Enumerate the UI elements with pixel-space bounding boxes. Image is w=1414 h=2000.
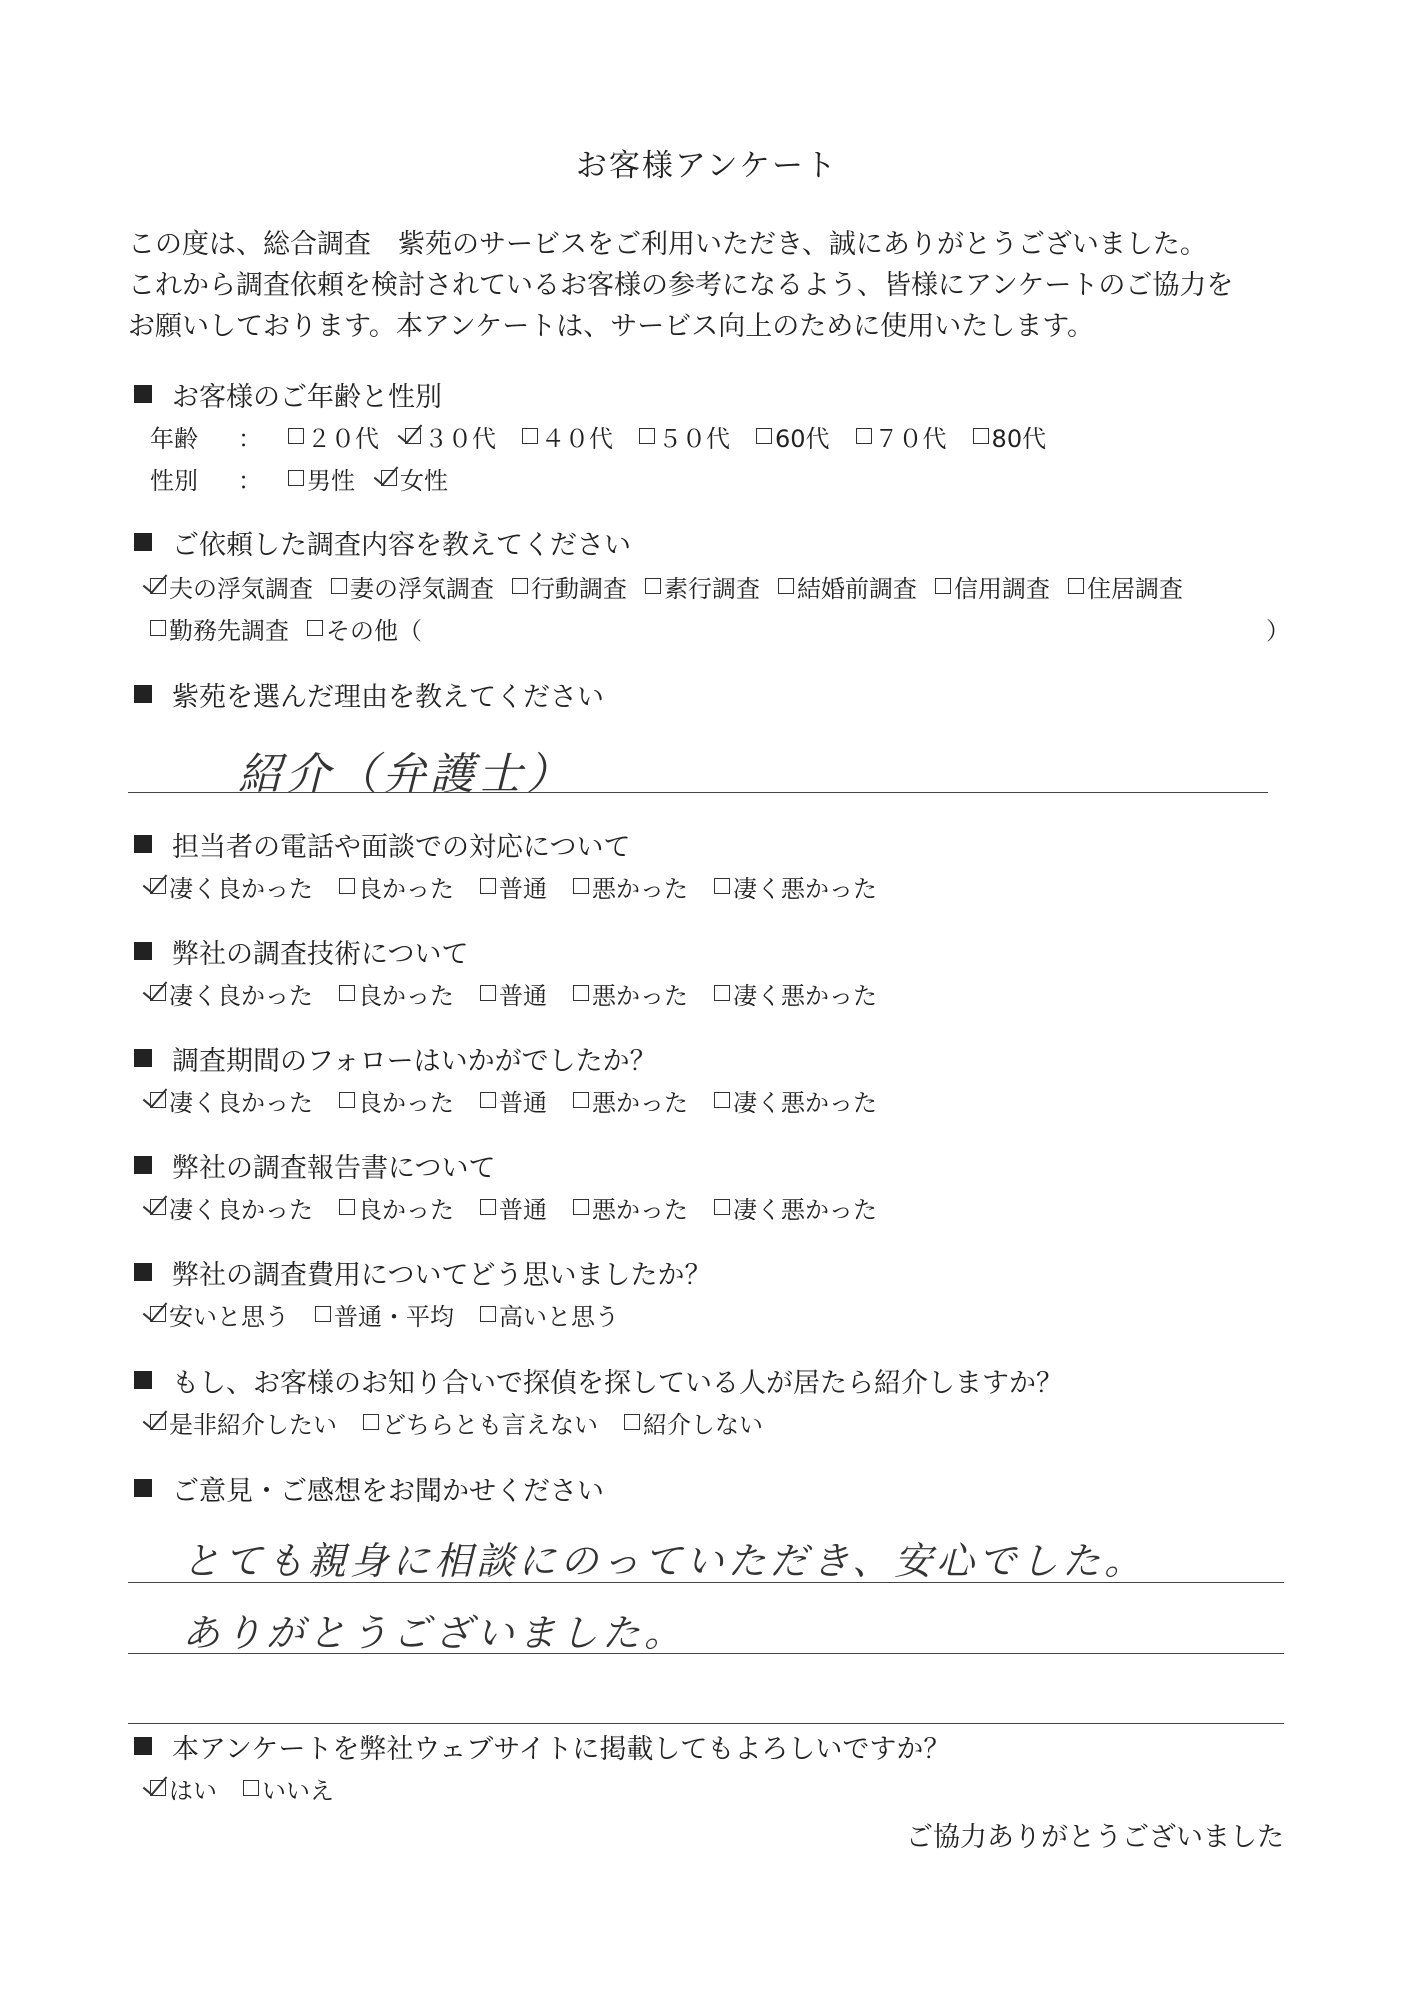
checked-box-icon[interactable] [150, 985, 166, 1001]
checkbox-icon[interactable] [315, 1306, 331, 1322]
age-options [288, 419, 1072, 454]
question-follow-up [128, 1040, 1318, 1118]
sex-options [288, 461, 474, 496]
option-label: 安いと思う [169, 1302, 289, 1331]
option-label: 60代 [775, 424, 830, 453]
publish-options [150, 1771, 360, 1806]
checkbox-icon[interactable] [714, 985, 730, 1001]
sex-label: 性別 [150, 466, 198, 495]
checkbox-option[interactable] [856, 419, 947, 454]
checkbox-option[interactable] [480, 1297, 619, 1332]
bullet-square-icon [134, 942, 152, 960]
checkbox-option[interactable] [573, 1190, 688, 1225]
rating-row [150, 1189, 1318, 1225]
checkbox-option[interactable] [288, 461, 355, 496]
checkbox-option[interactable] [639, 419, 730, 454]
checkbox-icon[interactable] [573, 1092, 589, 1108]
option-label: 普通 [499, 1088, 547, 1117]
checked-box-icon[interactable] [150, 1780, 166, 1796]
checkbox-icon[interactable] [363, 1414, 379, 1430]
checkbox-option[interactable] [714, 1083, 877, 1118]
checkbox-icon[interactable] [339, 878, 355, 894]
cost-options [150, 1297, 645, 1332]
option-label: 是非紹介したい [169, 1410, 337, 1439]
checkbox-option[interactable] [756, 419, 830, 454]
checkbox-option[interactable] [1068, 569, 1183, 604]
answer-line [128, 1653, 1284, 1654]
checkbox-icon[interactable] [624, 1414, 640, 1430]
checked-box-icon[interactable] [150, 1414, 166, 1430]
checkbox-icon[interactable] [973, 428, 989, 444]
question-heading: 本アンケートを弊社ウェブサイトに掲載してもよろしいですか？ [172, 1733, 951, 1765]
option-label: 良かった [358, 1088, 454, 1117]
checkbox-icon[interactable] [243, 1780, 259, 1796]
colon: ： [238, 466, 262, 495]
bullet-square-icon [134, 533, 152, 551]
investigation-options-row-2 [150, 610, 1290, 646]
question-heading: お客様のご年齢と性別 [172, 381, 442, 413]
option-label: その他（ [326, 616, 422, 645]
question-heading: 紫苑を選んだ理由を教えてください [172, 681, 604, 713]
checked-box-icon[interactable] [150, 1092, 166, 1108]
checkbox-option[interactable] [480, 976, 547, 1011]
age-row [128, 418, 1318, 454]
option-label: 普通 [499, 1195, 547, 1224]
question-reason [128, 676, 1318, 800]
checkbox-icon[interactable] [778, 578, 794, 594]
option-label: どちらとも言えない [382, 1410, 598, 1439]
checkbox-icon[interactable] [480, 985, 496, 1001]
intro-line: この度は、総合調査 紫苑のサービスをご利用いただき、誠にありがとうございました。 [128, 229, 1207, 260]
option-label: はい [169, 1776, 217, 1805]
investigation-options [150, 569, 1201, 604]
checkbox-icon[interactable] [288, 428, 304, 444]
checkbox-icon[interactable] [480, 1306, 496, 1322]
checkbox-option[interactable] [973, 419, 1047, 454]
checked-box-icon[interactable] [150, 1199, 166, 1215]
bullet-square-icon [134, 1156, 152, 1174]
question-heading: 弊社の調査技術について [172, 938, 469, 970]
checked-box-icon[interactable] [150, 878, 166, 894]
bullet-square-icon [134, 1049, 152, 1067]
option-label: 凄く良かった [169, 981, 313, 1010]
checkbox-option[interactable] [512, 569, 627, 604]
checkbox-option[interactable] [288, 419, 379, 454]
checkbox-option[interactable] [150, 611, 289, 646]
option-label: 夫の浮気調査 [169, 574, 313, 603]
option-label: 凄く悪かった [733, 981, 877, 1010]
rating-row [150, 1082, 1318, 1118]
page-title: お客様アンケート [575, 148, 839, 184]
checked-box-icon[interactable] [150, 1306, 166, 1322]
option-label: 悪かった [592, 1195, 688, 1224]
intro-text [128, 224, 1308, 347]
option-label: 勤務先調査 [169, 616, 289, 645]
bullet-square-icon [134, 1737, 152, 1755]
checkbox-option[interactable] [150, 1405, 337, 1440]
option-label: 男性 [307, 466, 355, 495]
intro-line: お願いしております。本アンケートは、サービス向上のために使用いたします。 [128, 311, 1095, 342]
checkbox-icon[interactable] [480, 1092, 496, 1108]
option-label: 悪かった [592, 1088, 688, 1117]
checkbox-option[interactable] [150, 1297, 289, 1332]
option-label: 紹介しない [643, 1410, 763, 1439]
question-heading: 担当者の電話や面談での対応について [172, 831, 631, 863]
rating-row [150, 868, 1318, 904]
intro-line: これから調査依頼を検討されているお客様の参考になるよう、皆様にアンケートのご協力を [128, 270, 1234, 301]
checkbox-icon[interactable] [756, 428, 772, 444]
checkbox-option[interactable] [645, 569, 760, 604]
checkbox-option[interactable] [573, 869, 688, 904]
checkbox-option[interactable] [573, 976, 688, 1011]
checkbox-icon[interactable] [1068, 578, 1084, 594]
option-label: ３０代 [424, 424, 496, 453]
checkbox-option[interactable] [150, 1190, 313, 1225]
checkbox-option[interactable] [307, 611, 422, 646]
checkbox-icon[interactable] [573, 1199, 589, 1215]
option-label: 普通 [499, 981, 547, 1010]
paren-close: ） [1266, 616, 1290, 645]
option-label: 普通 [499, 874, 547, 903]
checkbox-option[interactable] [935, 569, 1050, 604]
checkbox-option[interactable] [714, 1190, 877, 1225]
option-label: 妻の浮気調査 [350, 574, 494, 603]
question-recommend [128, 1362, 1318, 1440]
answer-line [128, 1723, 1284, 1724]
checkbox-option[interactable] [480, 1083, 547, 1118]
option-label: ４０代 [541, 424, 613, 453]
bullet-square-icon [134, 1263, 152, 1281]
checkbox-icon[interactable] [480, 878, 496, 894]
checkbox-icon[interactable] [288, 470, 304, 486]
checkbox-icon[interactable] [339, 985, 355, 1001]
bullet-square-icon [134, 685, 152, 703]
option-label: いいえ [262, 1776, 334, 1805]
question-age-sex [128, 376, 1318, 496]
recommend-options [150, 1405, 789, 1440]
checkbox-option[interactable] [624, 1405, 763, 1440]
option-label: ７０代 [874, 424, 947, 453]
question-heading: もし、お客様のお知り合いで探偵を探している人が居たら紹介しますか？ [172, 1367, 1063, 1399]
checkbox-option[interactable] [480, 869, 547, 904]
checkbox-option[interactable] [405, 419, 496, 454]
checkbox-icon[interactable] [307, 620, 323, 636]
checkbox-option[interactable] [331, 569, 494, 604]
checkbox-icon[interactable] [573, 985, 589, 1001]
option-label: 凄く良かった [169, 1088, 313, 1117]
checkbox-option[interactable] [150, 569, 313, 604]
option-label: 素行調査 [664, 574, 760, 603]
option-label: 結婚前調査 [797, 574, 917, 603]
checkbox-icon[interactable] [150, 620, 166, 636]
question-heading: 調査期間のフォローはいかがでしたか？ [172, 1045, 657, 1077]
checkbox-option[interactable] [381, 461, 448, 496]
checkbox-icon[interactable] [522, 428, 538, 444]
option-label: 行動調査 [531, 574, 627, 603]
checked-box-icon[interactable] [150, 578, 166, 594]
checkbox-option[interactable] [150, 869, 313, 904]
option-label: 80代 [991, 424, 1047, 453]
checkbox-icon[interactable] [339, 1092, 355, 1108]
comment-line-1: とても親身に相談にのっていただき、安心でした。 [182, 1539, 1147, 1583]
option-label: 悪かった [592, 874, 688, 903]
checkbox-icon[interactable] [645, 578, 661, 594]
option-label: 良かった [358, 874, 454, 903]
checkbox-option[interactable] [243, 1771, 334, 1806]
checkbox-icon[interactable] [935, 578, 951, 594]
checkbox-option[interactable] [339, 976, 454, 1011]
option-label: 女性 [400, 466, 448, 495]
checked-box-icon[interactable] [381, 470, 397, 486]
bullet-square-icon [134, 835, 152, 853]
question-staff-response [128, 826, 1318, 904]
checkbox-option[interactable] [522, 419, 613, 454]
question-heading: ご依頼した調査内容を教えてください [172, 529, 631, 561]
checkbox-option[interactable] [714, 976, 877, 1011]
question-heading: ご意見・ご感想をお聞かせください [172, 1475, 604, 1507]
option-label: 良かった [358, 981, 454, 1010]
checkbox-icon[interactable] [714, 1199, 730, 1215]
age-label: 年齢 [150, 424, 198, 453]
option-label: 高いと思う [499, 1302, 619, 1331]
bullet-square-icon [134, 1479, 152, 1497]
rating-row [150, 975, 1318, 1011]
checkbox-icon[interactable] [714, 1092, 730, 1108]
checkbox-option[interactable] [714, 869, 877, 904]
option-label: ５０代 [658, 424, 730, 453]
colon: ： [238, 424, 262, 453]
checkbox-option[interactable] [363, 1405, 598, 1440]
checked-box-icon[interactable] [405, 428, 421, 444]
checkbox-option[interactable] [480, 1190, 547, 1225]
option-label: 悪かった [592, 981, 688, 1010]
option-label: 良かった [358, 1195, 454, 1224]
checkbox-icon[interactable] [331, 578, 347, 594]
checkbox-icon[interactable] [573, 878, 589, 894]
checkbox-option[interactable] [573, 1083, 688, 1118]
checkbox-icon[interactable] [480, 1199, 496, 1215]
checkbox-icon[interactable] [714, 878, 730, 894]
checkbox-option[interactable] [339, 1190, 454, 1225]
checkbox-option[interactable] [150, 976, 313, 1011]
question-investigation-type [128, 524, 1318, 646]
checkbox-icon[interactable] [639, 428, 655, 444]
question-technique [128, 933, 1318, 1011]
bullet-square-icon [134, 385, 152, 403]
question-heading: 弊社の調査報告書について [172, 1152, 496, 1184]
checkbox-option[interactable] [150, 1083, 313, 1118]
question-publish-consent [128, 1728, 1318, 1806]
investigation-options-2 [150, 611, 440, 646]
comment-line-2: ありがとうございました。 [182, 1611, 687, 1655]
reason-answer: 紹介（弁護士） [238, 749, 574, 800]
checkbox-option[interactable] [339, 1083, 454, 1118]
option-label: 凄く悪かった [733, 1088, 877, 1117]
checkbox-icon[interactable] [856, 428, 872, 444]
checkbox-option[interactable] [150, 1771, 217, 1806]
answer-line [128, 792, 1268, 793]
option-label: 凄く良かった [169, 1195, 313, 1224]
checkbox-icon[interactable] [512, 578, 528, 594]
checkbox-option[interactable] [339, 869, 454, 904]
bullet-square-icon [134, 1371, 152, 1389]
option-label: 凄く良かった [169, 874, 313, 903]
checkbox-option[interactable] [778, 569, 917, 604]
answer-line [128, 1582, 1284, 1583]
question-cost [128, 1254, 1318, 1332]
option-label: ２０代 [307, 424, 379, 453]
question-comments [128, 1470, 1318, 1655]
checkbox-icon[interactable] [339, 1199, 355, 1215]
option-label: 凄く悪かった [733, 874, 877, 903]
investigation-options-row [150, 568, 1318, 604]
sex-row [128, 460, 1318, 496]
option-label: 普通・平均 [334, 1302, 454, 1331]
option-label: 凄く悪かった [733, 1195, 877, 1224]
question-report [128, 1147, 1318, 1225]
closing-text: ご協力ありがとうございました [906, 1822, 1284, 1853]
option-label: 信用調査 [954, 574, 1050, 603]
checkbox-option[interactable] [315, 1297, 454, 1332]
option-label: 住居調査 [1087, 574, 1183, 603]
question-heading: 弊社の調査費用についてどう思いましたか？ [172, 1259, 712, 1291]
